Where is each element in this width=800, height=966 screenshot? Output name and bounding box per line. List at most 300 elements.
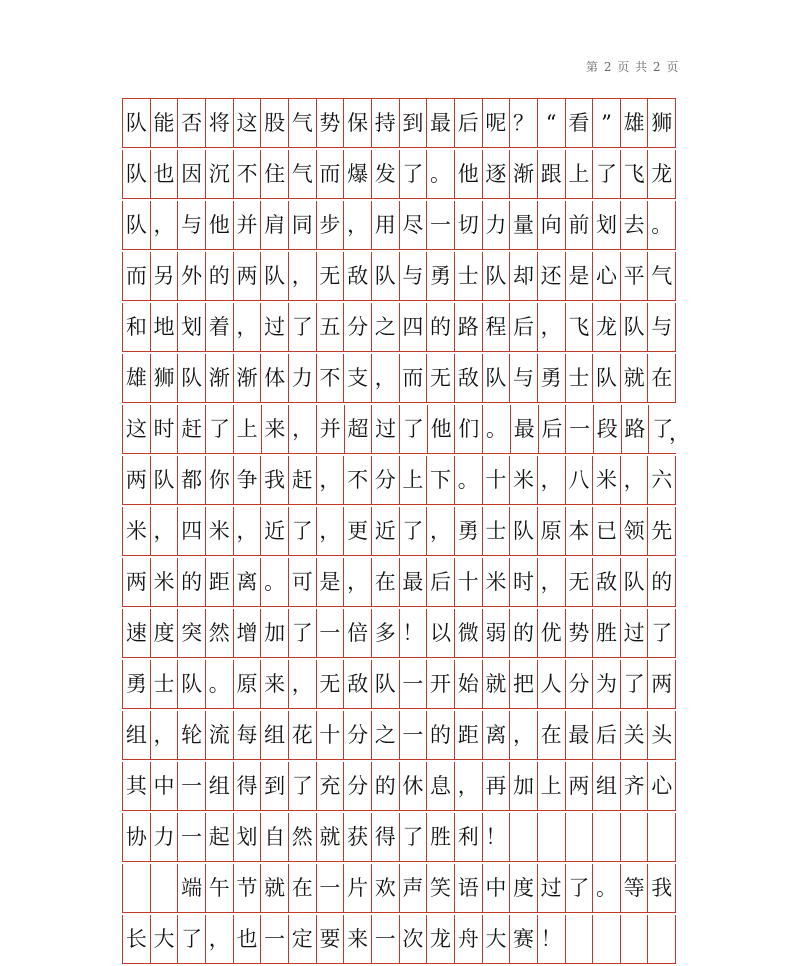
grid-cell: 了 [399,405,427,453]
grid-cell: ， [316,456,344,504]
grid-cell: 持 [371,99,399,147]
grid-cell: 速 [122,609,150,657]
grid-cell: ， [150,507,178,555]
grid-cell: 雄 [122,354,150,402]
grid-cell: 时 [509,558,537,606]
grid-cell: 然 [205,609,233,657]
grid-cell: 把 [509,660,537,708]
grid-cell: 一 [316,609,344,657]
grid-cell: 。 [205,660,233,708]
grid-cell: 保 [343,99,371,147]
grid-cell: 了 [399,150,427,198]
grid-cell: 用 [371,201,399,249]
grid-cell: 也 [150,150,178,198]
grid-cell: ， [343,201,371,249]
grid-cell: 一 [371,915,399,963]
grid-cell: 划 [592,201,620,249]
grid-cell: ， [288,252,316,300]
grid-cell: 股 [260,99,288,147]
grid-row [122,864,676,913]
grid-row [122,354,676,403]
grid-cell: 队 [177,354,205,402]
grid-cell: 了 [620,660,648,708]
grid-cell: 敌 [343,660,371,708]
grid-cell: 和 [122,303,150,351]
grid-cell: 一 [426,201,454,249]
grid-cell: ， [150,201,178,249]
grid-cell: 龙 [592,303,620,351]
grid-cell: 。 [647,201,676,249]
grid-cell: 了 [177,915,205,963]
grid-cell: 赶 [177,405,205,453]
grid-cell: ！ [399,609,427,657]
grid-cell: 充 [316,762,344,810]
grid-cell: 米 [150,558,178,606]
grid-cell: 跟 [537,150,565,198]
grid-cell: 力 [288,354,316,402]
grid-cell: 开 [426,660,454,708]
grid-cell: 之 [371,711,399,759]
grid-cell: 两 [233,252,261,300]
grid-cell: 米 [592,456,620,504]
grid-row [122,456,676,505]
grid-cell: 倍 [343,609,371,657]
grid-cell: 优 [537,609,565,657]
grid-cell: ” [592,99,620,147]
grid-cell: 组 [592,762,620,810]
grid-cell: 平 [620,252,648,300]
grid-cell: 两 [647,660,676,708]
grid-cell: 队 [371,252,399,300]
grid-cell: 原 [537,507,565,555]
grid-cell: 雄 [620,99,648,147]
grid-cell: 米 [122,507,150,555]
grid-cell: 离 [233,558,261,606]
grid-cell: 组 [260,711,288,759]
grid-cell: 离 [482,711,510,759]
grid-cell: 前 [565,201,593,249]
grid-cell: 在 [288,864,316,912]
grid-cell: 下 [426,456,454,504]
grid-cell: 米 [509,456,537,504]
grid-cell: 划 [233,813,261,861]
grid-row [122,303,676,352]
grid-cell: 住 [260,150,288,198]
grid-cell: 划 [177,303,205,351]
grid-row [122,711,676,760]
grid-cell: 能 [150,99,178,147]
writing-grid [122,98,690,966]
grid-cell: 并 [316,405,344,453]
grid-cell: 欢 [371,864,399,912]
grid-row [122,405,690,454]
grid-cell: 队 [482,354,510,402]
grid-cell: 尽 [399,201,427,249]
grid-cell: 否 [177,99,205,147]
grid-cell: 飞 [620,150,648,198]
grid-cell: 来 [260,660,288,708]
grid-cell: 之 [371,303,399,351]
grid-cell: 最 [399,558,427,606]
grid-cell: 。 [482,405,510,453]
grid-cell: 人 [537,660,565,708]
grid-cell: 大 [482,915,510,963]
grid-cell: 的 [371,762,399,810]
page-number: 第 2 页 共 2 页 [586,60,680,74]
grid-cell: 上 [537,762,565,810]
grid-cell: 力 [150,813,178,861]
grid-cell: 他 [205,201,233,249]
grid-cell: 呢 [482,99,510,147]
grid-cell: 与 [177,201,205,249]
grid-cell: 队 [482,252,510,300]
grid-cell: 大 [150,915,178,963]
overflow-punctuation: ， [669,421,690,445]
grid-cell: 微 [454,609,482,657]
grid-cell: 在 [537,711,565,759]
grid-cell: 队 [150,456,178,504]
grid-cell: 肩 [260,201,288,249]
grid-cell: 的 [647,558,676,606]
grid-cell: 一 [177,813,205,861]
grid-cell: 两 [122,558,150,606]
grid-cell: 在 [647,354,676,402]
grid-row [122,762,676,811]
grid-cell [509,813,537,861]
grid-cell: 已 [592,507,620,555]
grid-cell: ， [371,354,399,402]
grid-cell: 切 [454,201,482,249]
grid-cell: 的 [205,252,233,300]
grid-cell: 以 [426,609,454,657]
grid-cell: 就 [260,864,288,912]
grid-cell: 然 [288,813,316,861]
grid-cell: ， [620,456,648,504]
grid-cell: 米 [205,507,233,555]
grid-cell [565,915,593,963]
grid-cell: 去 [620,201,648,249]
grid-cell: 了 [399,507,427,555]
grid-cell: ！ [482,813,510,861]
grid-cell: 的 [509,609,537,657]
grid-cell: 赶 [288,456,316,504]
grid-cell: 近 [260,507,288,555]
grid-cell: 后 [509,303,537,351]
grid-cell: ？ [509,99,537,147]
grid-cell: 轮 [177,711,205,759]
grid-cell: 而 [122,252,150,300]
grid-cell: 力 [482,201,510,249]
grid-cell: 流 [205,711,233,759]
grid-cell: 到 [399,99,427,147]
grid-cell: 一 [399,711,427,759]
grid-cell: 了 [288,507,316,555]
grid-cell: ， [537,456,565,504]
grid-cell: 我 [647,864,676,912]
grid-cell: 原 [233,660,261,708]
grid-cell: 六 [647,456,676,504]
grid-cell: 十 [454,558,482,606]
grid-cell: ， [150,711,178,759]
grid-cell: 与 [509,354,537,402]
grid-cell: 。 [592,864,620,912]
grid-cell: 过 [537,864,565,912]
grid-cell: 都 [177,456,205,504]
grid-cell: 距 [454,711,482,759]
grid-cell: 来 [261,405,289,453]
grid-cell [592,915,620,963]
grid-cell: 多 [371,609,399,657]
grid-cell: 并 [233,201,261,249]
grid-cell: 得 [371,813,399,861]
grid-cell: 看 [565,99,593,147]
grid-cell: 齐 [620,762,648,810]
grid-cell: 狮 [150,354,178,402]
grid-cell: 队 [592,354,620,402]
grid-cell: 了 [288,762,316,810]
grid-cell: 量 [509,201,537,249]
grid-cell: 头 [647,711,676,759]
grid-cell: 两 [122,456,150,504]
grid-cell: 与 [399,252,427,300]
grid-cell: 四 [177,507,205,555]
grid-cell: 龙 [647,150,676,198]
grid-cell: ， [454,762,482,810]
grid-cell: 也 [233,915,261,963]
grid-cell: 队 [509,507,537,555]
grid-cell: 队 [122,201,150,249]
grid-cell: 势 [565,609,593,657]
grid-cell: 心 [647,762,676,810]
grid-cell: 而 [399,354,427,402]
grid-cell: 等 [620,864,648,912]
grid-cell [565,813,593,861]
grid-cell: 外 [177,252,205,300]
grid-cell: 声 [399,864,427,912]
grid-cell: 过 [620,609,648,657]
grid-cell: 分 [343,303,371,351]
grid-cell: 过 [371,405,399,453]
grid-cell: 的 [426,711,454,759]
grid-cell: 可 [288,558,316,606]
grid-cell [122,864,150,912]
grid-cell: 利 [454,813,482,861]
grid-cell: ， [316,507,344,555]
grid-cell: 是 [565,252,593,300]
grid-cell: 过 [260,303,288,351]
grid-cell: ， [288,405,316,453]
grid-cell: 心 [592,252,620,300]
grid-cell: 度 [150,609,178,657]
grid-cell [537,813,565,861]
grid-cell: 士 [454,252,482,300]
grid-cell: 了 [648,405,676,453]
grid-cell: 后 [454,99,482,147]
grid-cell: ， [233,507,261,555]
grid-cell: 着 [205,303,233,351]
grid-cell: 组 [122,711,150,759]
grid-cell: 中 [150,762,178,810]
grid-cell: 笑 [426,864,454,912]
grid-cell: 地 [150,303,178,351]
grid-cell: 来 [343,915,371,963]
grid-cell: 队 [371,660,399,708]
grid-cell: 勇 [454,507,482,555]
grid-cell: 另 [150,252,178,300]
grid-cell: 其 [122,762,150,810]
grid-cell: 关 [620,711,648,759]
grid-cell: 得 [233,762,261,810]
grid-cell: 因 [177,150,205,198]
grid-cell: 飞 [565,303,593,351]
grid-cell: 他 [454,150,482,198]
grid-cell: 。 [260,558,288,606]
grid-cell [620,813,648,861]
grid-cell [592,813,620,861]
grid-cell: 增 [233,609,261,657]
grid-cell: 而 [316,150,344,198]
grid-cell: 你 [205,456,233,504]
grid-cell: 却 [509,252,537,300]
grid-cell [150,864,178,912]
grid-cell: 沉 [205,150,233,198]
grid-cell: 协 [122,813,150,861]
grid-cell: 龙 [426,915,454,963]
grid-cell: 的 [426,303,454,351]
grid-cell: ， [537,303,565,351]
grid-cell: 最 [426,99,454,147]
grid-cell: 向 [537,201,565,249]
grid-cell: 逐 [482,150,510,198]
grid-cell: 就 [482,660,510,708]
grid-cell: 了 [592,150,620,198]
grid-cell: 无 [565,558,593,606]
grid-cell: 队 [122,150,150,198]
grid-cell: 八 [565,456,593,504]
grid-cell: 气 [288,150,316,198]
grid-cell: 了 [399,813,427,861]
grid-cell: 段 [593,405,621,453]
grid-cell: 一 [316,864,344,912]
grid-row [122,609,676,658]
grid-row [122,660,676,709]
grid-cell: 午 [205,864,233,912]
grid-cell: 队 [620,558,648,606]
grid-cell: 无 [426,354,454,402]
grid-cell: 气 [288,99,316,147]
grid-cell: 分 [343,711,371,759]
grid-cell: 渐 [233,354,261,402]
grid-cell: “ [537,99,565,147]
grid-row [122,252,676,301]
grid-cell: 最 [510,405,538,453]
grid-cell: 勇 [537,354,565,402]
grid-cell: 分 [371,456,399,504]
grid-cell: 时 [150,405,178,453]
grid-cell: 是 [316,558,344,606]
grid-cell: 了 [565,864,593,912]
grid-cell: 后 [538,405,566,453]
grid-cell: 同 [288,201,316,249]
grid-cell: 了 [205,405,233,453]
grid-cell: 无 [316,660,344,708]
grid-cell: ， [343,558,371,606]
grid-cell: 不 [343,456,371,504]
grid-cell: 舟 [454,915,482,963]
grid-cell [647,915,676,963]
grid-cell: 们 [454,405,482,453]
grid-cell: ， [509,711,537,759]
grid-cell: 他 [427,405,455,453]
grid-cell: 这 [122,405,150,453]
grid-cell [647,813,676,861]
grid-cell: 步 [316,201,344,249]
grid-cell: 路 [454,303,482,351]
grid-cell: 节 [233,864,261,912]
grid-cell: 士 [482,507,510,555]
grid-cell: 后 [426,558,454,606]
grid-cell: 每 [233,711,261,759]
grid-cell: 自 [260,813,288,861]
grid-cell: 突 [177,609,205,657]
grid-cell: 一 [399,660,427,708]
grid-cell: 狮 [647,99,676,147]
grid-cell: ， [426,507,454,555]
grid-cell: 敌 [454,354,482,402]
grid-cell: 的 [177,558,205,606]
grid-cell: 不 [316,354,344,402]
grid-cell: 了 [288,609,316,657]
grid-cell: 后 [592,711,620,759]
grid-cell: 四 [399,303,427,351]
grid-cell: ， [233,303,261,351]
grid-cell: 这 [233,99,261,147]
grid-row [122,201,676,250]
grid-cell: 领 [620,507,648,555]
grid-cell: 到 [260,762,288,810]
grid-cell: 勇 [122,660,150,708]
grid-cell: 路 [621,405,649,453]
grid-cell: 就 [620,354,648,402]
grid-cell: 加 [260,609,288,657]
grid-cell: 敌 [592,558,620,606]
grid-cell: 起 [205,813,233,861]
grid-cell: 加 [509,762,537,810]
grid-cell: 米 [482,558,510,606]
grid-cell: 一 [260,915,288,963]
grid-cell: 胜 [426,813,454,861]
grid-cell: 胜 [592,609,620,657]
grid-cell: 渐 [509,150,537,198]
grid-cell: 争 [233,456,261,504]
grid-cell: 与 [647,303,676,351]
grid-cell: 先 [647,507,676,555]
grid-cell: 无 [316,252,344,300]
grid-cell: 定 [288,915,316,963]
grid-row [122,150,676,199]
grid-cell: 十 [482,456,510,504]
grid-cell: 了 [288,303,316,351]
grid-cell: 休 [399,762,427,810]
grid-cell: ， [205,915,233,963]
grid-cell: 不 [233,150,261,198]
grid-cell: 息 [426,762,454,810]
grid-cell: 队 [260,252,288,300]
grid-cell: 队 [620,303,648,351]
grid-cell: 花 [288,711,316,759]
grid-cell: 距 [205,558,233,606]
grid-cell: 了 [647,609,676,657]
